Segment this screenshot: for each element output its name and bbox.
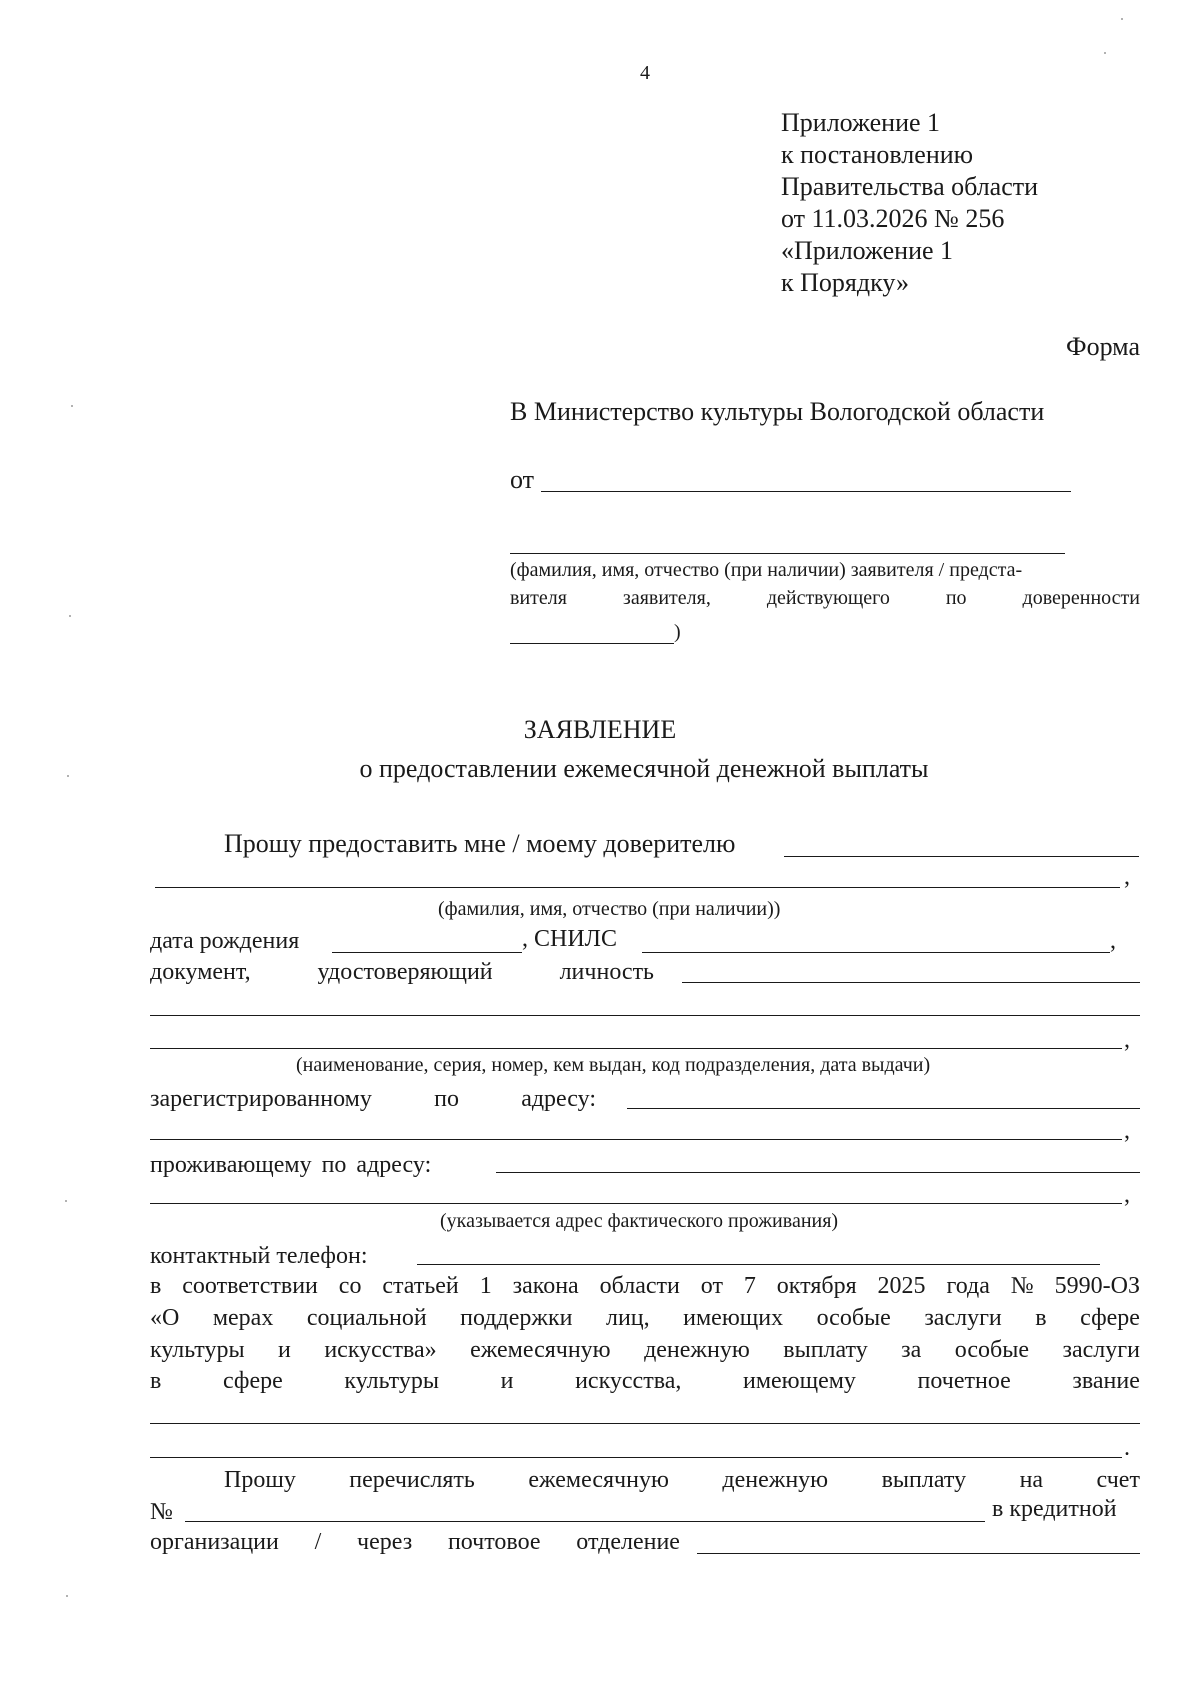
honorary-title-field-line[interactable] <box>150 1423 1140 1424</box>
law-paragraph-line: в соответствии со статьей 1 закона области от 7 октября 2025 года № 5990-ОЗ <box>150 1273 1140 1299</box>
comma: , <box>1124 1118 1130 1144</box>
comma: , <box>1124 1027 1130 1053</box>
request-text: Прошу предоставить мне / моему доверителю <box>224 829 736 858</box>
beneficiary-field-line-2[interactable] <box>155 887 1120 888</box>
post-office-field-line[interactable] <box>697 1553 1140 1554</box>
snils-field-line[interactable] <box>642 952 1110 953</box>
scan-dot <box>69 615 71 617</box>
appendix-line: к Порядку» <box>781 268 910 297</box>
phone-label: контактный телефон: <box>150 1243 368 1269</box>
number-sign: № <box>150 1499 173 1525</box>
caption-word: по <box>945 587 967 609</box>
scan-dot <box>71 405 73 407</box>
registered-address-field-line-2[interactable] <box>150 1139 1122 1140</box>
transfer-request-line: Прошу перечислять ежемесячную денежную выплату на счет <box>224 1467 1140 1493</box>
residing-address-field-line-2[interactable] <box>150 1203 1122 1204</box>
caption-close-paren: ) <box>674 621 681 643</box>
caption-word: доверенности <box>1022 587 1140 609</box>
proxy-field-line[interactable] <box>510 643 674 644</box>
fio-caption: (фамилия, имя, отчество (при наличии)) <box>438 898 781 920</box>
page-number: 4 <box>640 62 650 84</box>
comma: , <box>1124 1182 1130 1208</box>
account-number-field-line[interactable] <box>185 1521 985 1522</box>
appendix-line: к постановлению <box>781 140 974 169</box>
form-label: Форма <box>1066 332 1140 361</box>
applicant-caption: (фамилия, имя, отчество (при наличии) заявителя / предста- <box>510 559 1023 581</box>
organization-label: организации / через почтовое отделение <box>150 1529 680 1555</box>
applicant-caption-justified <box>510 585 1140 611</box>
identity-document-field-line-2[interactable] <box>150 1015 1140 1016</box>
residing-address-label: проживающему по адресу: <box>150 1152 432 1178</box>
phone-field-line[interactable] <box>417 1264 1100 1265</box>
identity-caption: (наименование, серия, номер, кем выдан, код подразделения, дата выдачи) <box>296 1054 931 1076</box>
appendix-line: Правительства области <box>781 172 1039 201</box>
credit-label: в кредитной <box>992 1496 1117 1522</box>
scan-dot <box>65 1200 67 1202</box>
birth-date-field-line[interactable] <box>332 952 522 953</box>
residing-address-field-line[interactable] <box>496 1172 1140 1173</box>
appendix-line: Приложение 1 <box>781 108 941 137</box>
identity-document-label <box>150 957 654 987</box>
scan-dot <box>1121 18 1123 20</box>
honorary-title-field-line-2[interactable] <box>150 1457 1122 1458</box>
scan-dot <box>1104 52 1106 54</box>
birth-date-label: дата рождения <box>150 928 300 954</box>
registered-address-label <box>150 1084 596 1114</box>
law-paragraph-line: «О мерах социальной поддержки лиц, имеющих особые заслуги в сфере <box>150 1305 1140 1331</box>
appendix-line: «Приложение 1 <box>781 236 954 265</box>
caption-word: вителя <box>510 587 567 609</box>
from-field-line-2[interactable] <box>510 553 1065 554</box>
label-word: личность <box>559 959 654 985</box>
label-word: документ, <box>150 959 251 985</box>
caption-word: заявителя, <box>622 587 711 609</box>
from-label: от <box>510 465 535 494</box>
label-word: адресу: <box>521 1086 596 1112</box>
from-field-line[interactable] <box>541 491 1071 492</box>
beneficiary-field-line[interactable] <box>784 856 1139 857</box>
label-word: удостоверяющий <box>317 959 493 985</box>
document-title: ЗАЯВЛЕНИЕ <box>523 715 677 744</box>
identity-document-field-line[interactable] <box>682 982 1140 983</box>
label-word: зарегистрированному <box>150 1086 372 1112</box>
document-subtitle: о предоставлении ежемесячной денежной выплаты <box>359 754 929 783</box>
period: . <box>1124 1435 1130 1461</box>
residing-caption: (указывается адрес фактического проживания) <box>440 1210 839 1232</box>
caption-word: действующего <box>766 587 890 609</box>
law-paragraph-line: в сфере культуры и искусства, имеющему почетное звание <box>150 1368 1140 1394</box>
law-paragraph-line: культуры и искусства» ежемесячную денежную выплату за особые заслуги <box>150 1337 1140 1363</box>
recipient-ministry: В Министерство культуры Вологодской области <box>510 397 1045 426</box>
scan-dot <box>66 1595 68 1597</box>
identity-document-field-line-3[interactable] <box>150 1048 1122 1049</box>
comma: , <box>1110 928 1116 954</box>
comma: , <box>1124 864 1130 890</box>
label-word: по <box>434 1086 459 1112</box>
snils-label: , СНИЛС <box>522 926 617 952</box>
appendix-line: от 11.03.2026 № 256 <box>781 204 1005 233</box>
registered-address-field-line[interactable] <box>627 1108 1140 1109</box>
